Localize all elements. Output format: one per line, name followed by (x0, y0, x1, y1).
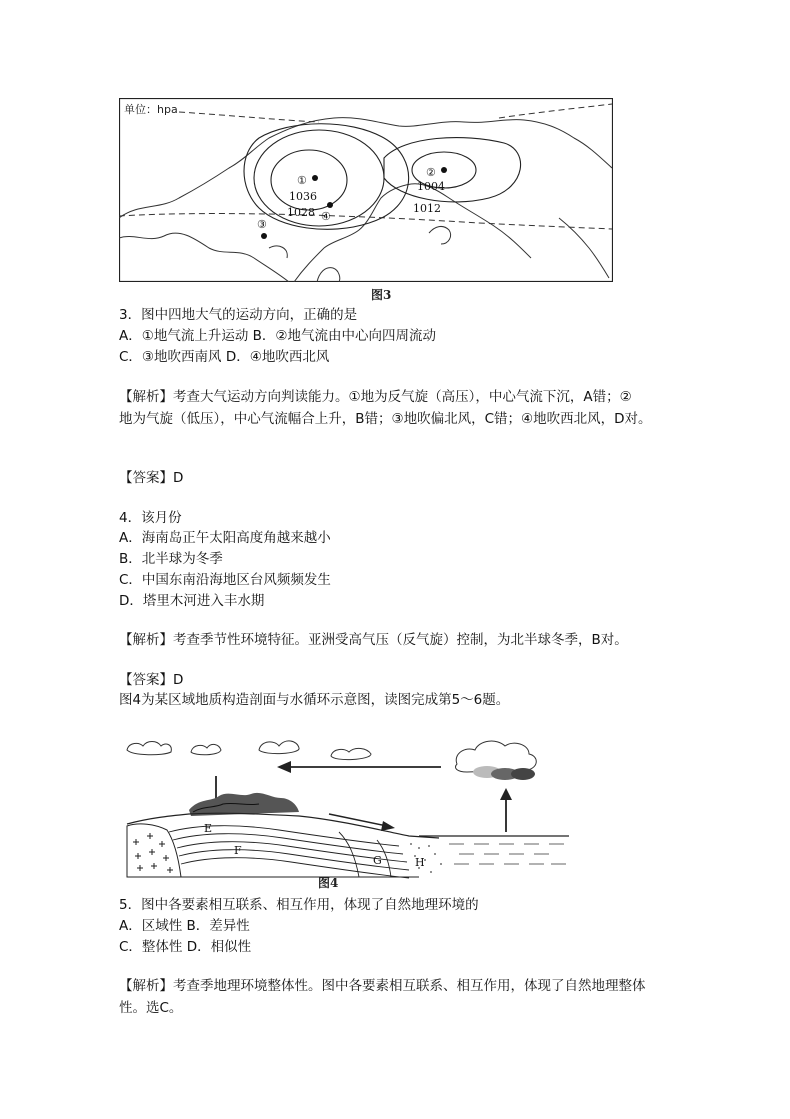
q4-option-a: A．海南岛正午太阳高度角越来越小 (119, 530, 331, 546)
q5-analysis-line-1: 【解析】考查季地理环境整体性。图中各要素相互联系、相互作用，体现了自然地理整体 (119, 978, 646, 994)
q4-answer: 【答案】D (119, 672, 184, 688)
isobar-1028-label: 1028 (287, 206, 315, 219)
figure-4-diagram (119, 732, 579, 890)
q4-option-c: C．中国东南沿海地区台风频频发生 (119, 572, 331, 588)
isobar-1012-label: 1012 (413, 202, 441, 215)
q5-analysis-line-2: 性。选C。 (119, 1000, 183, 1016)
figure-4-caption: 图4 (318, 876, 339, 890)
label-H: H (415, 856, 425, 869)
point-4-label: ④ (321, 210, 331, 223)
q4-analysis: 【解析】考查季节性环境特征。亚洲受高气压（反气旋）控制，为北半球冬季，B对。 (119, 632, 628, 648)
label-G: G (373, 854, 382, 867)
map-unit-label: 单位：hpa (124, 103, 178, 116)
isobar-1036-label: 1036 (289, 190, 317, 203)
q3-options-cd: C．③地吹西南风 D．④地吹西北风 (119, 349, 330, 365)
label-E: E (204, 822, 213, 835)
q3-options-ab: A．①地气流上升运动 B．②地气流由中心向四周流动 (119, 328, 436, 344)
isobar-1004-label: 1004 (417, 180, 445, 193)
q3-answer: 【答案】D (119, 470, 184, 486)
q4-option-d: D．塔里木河进入丰水期 (119, 593, 265, 609)
q3-analysis-line-1: 【解析】考查大气运动方向判读能力。①地为反气旋（高压），中心气流下沉，A错；② (119, 389, 632, 405)
q3-analysis-line-2: 地为气旋（低压），中心气流幅合上升，B错；③地吹偏北风，C错；④地吹西北风，D对。 (119, 411, 652, 427)
q5-stem: 5．图中各要素相互联系、相互作用，体现了自然地理环境的 (119, 897, 479, 913)
point-2-label: ② (426, 166, 436, 179)
figure-3-map (119, 98, 613, 282)
figure-4-intro: 图4为某区域地质构造剖面与水循环示意图，读图完成第5～6题。 (119, 692, 510, 708)
point-1-label: ① (297, 174, 307, 187)
q5-options-ab: A．区域性 B．差异性 (119, 918, 250, 934)
q4-stem: 4．该月份 (119, 510, 182, 526)
q3-stem: 3．图中四地大气的运动方向，正确的是 (119, 307, 358, 323)
point-3-label: ③ (257, 218, 267, 231)
q5-options-cd: C．整体性 D．相似性 (119, 939, 252, 955)
figure-3-caption: 图3 (371, 288, 392, 302)
q4-option-b: B．北半球为冬季 (119, 551, 223, 567)
label-F: F (234, 844, 242, 857)
